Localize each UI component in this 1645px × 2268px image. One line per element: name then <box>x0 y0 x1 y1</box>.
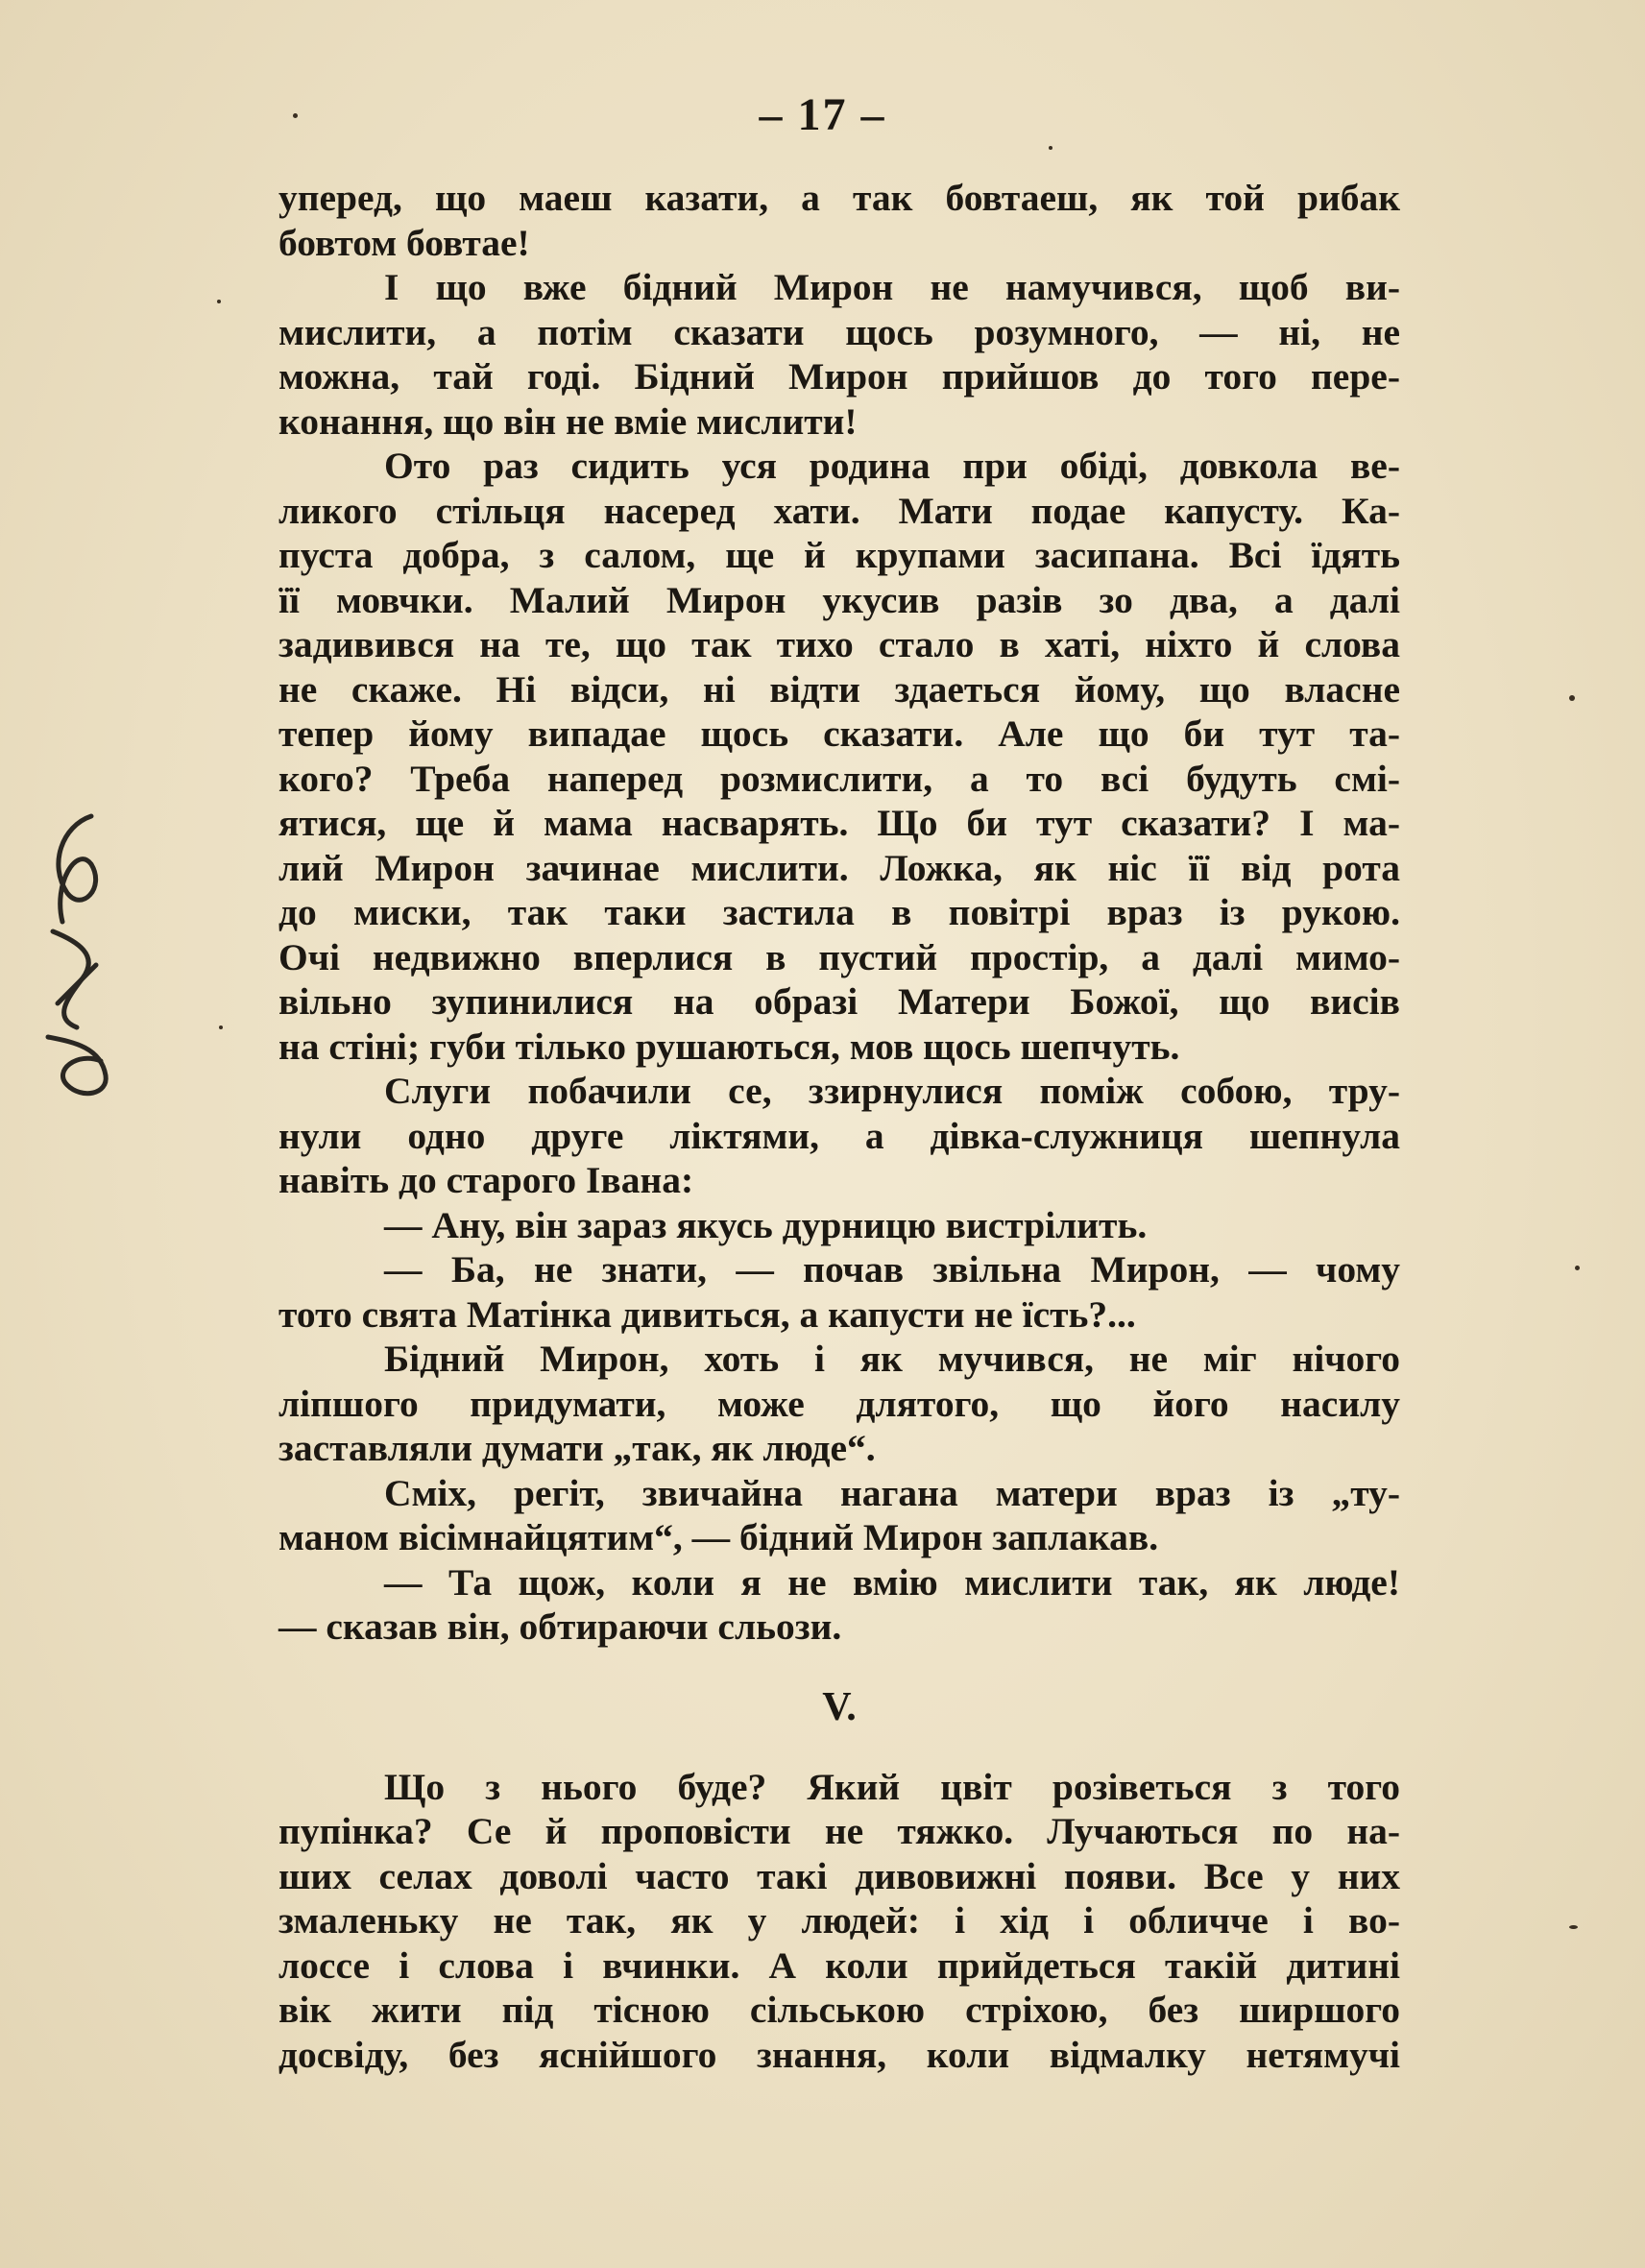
paper-speck <box>1569 1925 1578 1929</box>
text-line: Очі недвижно вперлися в пустий простір, а далі мимо- <box>278 935 1400 978</box>
paper-speck <box>1569 695 1575 701</box>
paper-speck <box>1049 146 1052 150</box>
text-line: лий Мирон зачинае мислити. Ложка, як ніс її від рота <box>278 846 1400 889</box>
text-line: не скаже. Ні відси, ні відти здаеться йому, що власне <box>278 667 1400 711</box>
text-line: Що з нього буде? Який цвіт розіветься з того <box>384 1765 1400 1808</box>
text-line: змаленьку не так, як у людей: і хід і обличче і во- <box>278 1899 1400 1942</box>
text-line: лоссе і слова і вчинки. А коли прийдеться такій дитині <box>278 1943 1400 1987</box>
section-heading: V. <box>822 1684 857 1729</box>
paragraph-lines <box>278 1765 1400 2078</box>
text-line: ліпшого придумати, може длятого, що його насилу <box>278 1382 1400 1425</box>
text-line: задивився на те, що так тихо стало в хаті, ніхто й слова <box>278 623 1400 665</box>
text-line: Слуги побачили се, ззирнулися поміж собою, тру- <box>384 1070 1400 1112</box>
text-line: навіть до старого Івана: <box>278 1159 694 1201</box>
text-line: вік жити під тісною сільською стріхою, без ширшого <box>278 1989 1400 2031</box>
text-line: — Та щож, коли я не вмію мислити так, як люде! <box>384 1560 1400 1604</box>
text-line: можна, тай годі. Бідний Мирон прийшов до того пере- <box>278 355 1400 398</box>
page-number: – 17 – <box>759 89 886 140</box>
text-line: заставляли думати „так, як люде“. <box>278 1427 876 1469</box>
text-line: мислити, а потім сказати щось розумного, — ні, не <box>278 310 1400 353</box>
text-line: Сміх, регіт, звичайна нагана матери враз із „ту- <box>384 1471 1400 1514</box>
handwritten-signature <box>24 797 130 1114</box>
text-line: — сказав він, обтираючи сльози. <box>278 1605 842 1648</box>
text-line: Бідний Мирон, хоть і як мучився, не міг нічого <box>384 1338 1400 1380</box>
text-line: конання, що він не вміе мислити! <box>278 399 858 443</box>
text-line: І що вже бідний Мирон не намучився, щоб ви- <box>384 266 1400 308</box>
text-line: її мовчки. Малий Мирон укусив разів зо два, а далі <box>278 578 1400 621</box>
text-line: кого? Треба наперед розмислити, а то всі будуть смі- <box>278 757 1400 800</box>
text-line: бовтом бовтае! <box>278 221 530 264</box>
text-line: до миски, так таки застила в повітрі враз із рукою. <box>278 891 1400 933</box>
text-line: тото свята Матінка дивиться, а капусти не їсть?... <box>278 1292 1136 1336</box>
paper-speck <box>219 1025 223 1029</box>
text-line: — Ану, він зараз якусь дурницю вистрілить. <box>384 1203 1148 1246</box>
text-line: досвіду, без яснійшого знання, коли відмалку нетямучі <box>278 2033 1400 2076</box>
text-line: ших селах доволі часто такі дивовижні появи. Все у них <box>278 1854 1400 1897</box>
text-line: уперед, що маеш казати, а так бовтаеш, як той рибак <box>278 177 1400 219</box>
text-line: ятися, ще й мама насварять. Що би тут сказати? І ма- <box>278 802 1400 844</box>
text-line: пуста добра, з салом, ще й крупами засипана. Всі їдять <box>278 534 1400 576</box>
body-text <box>278 176 1400 2077</box>
text-line: ликого стільця насеред хати. Мати подае капусту. Ка- <box>278 489 1400 532</box>
text-line: — Ба, не знати, — почав звільна Мирон, — чому <box>384 1248 1400 1291</box>
text-line: пупінка? Се й проповісти не тяжко. Лучаються по на- <box>278 1810 1400 1852</box>
paper-speck <box>293 113 298 118</box>
text-line: нули одно друге ліктями, а дівка-служниця шепнула <box>278 1114 1400 1157</box>
text-line: тепер йому випадае щось сказати. Але що би тут та- <box>278 712 1400 755</box>
paragraph-lines <box>278 176 1400 1650</box>
text-line: маном вісімнайцятим“, — бідний Мирон заплакав. <box>278 1516 1159 1558</box>
paper-speck <box>217 300 221 303</box>
text-line: вільно зупинилися на образі Матери Божої, що висів <box>278 980 1400 1023</box>
paper-speck <box>1575 1266 1580 1270</box>
text-line: Ото раз сидить уся родина при обіді, довкола ве- <box>384 445 1400 487</box>
text-line: на стіні; губи тілько рушаються, мов щось шепчуть. <box>278 1025 1180 1068</box>
